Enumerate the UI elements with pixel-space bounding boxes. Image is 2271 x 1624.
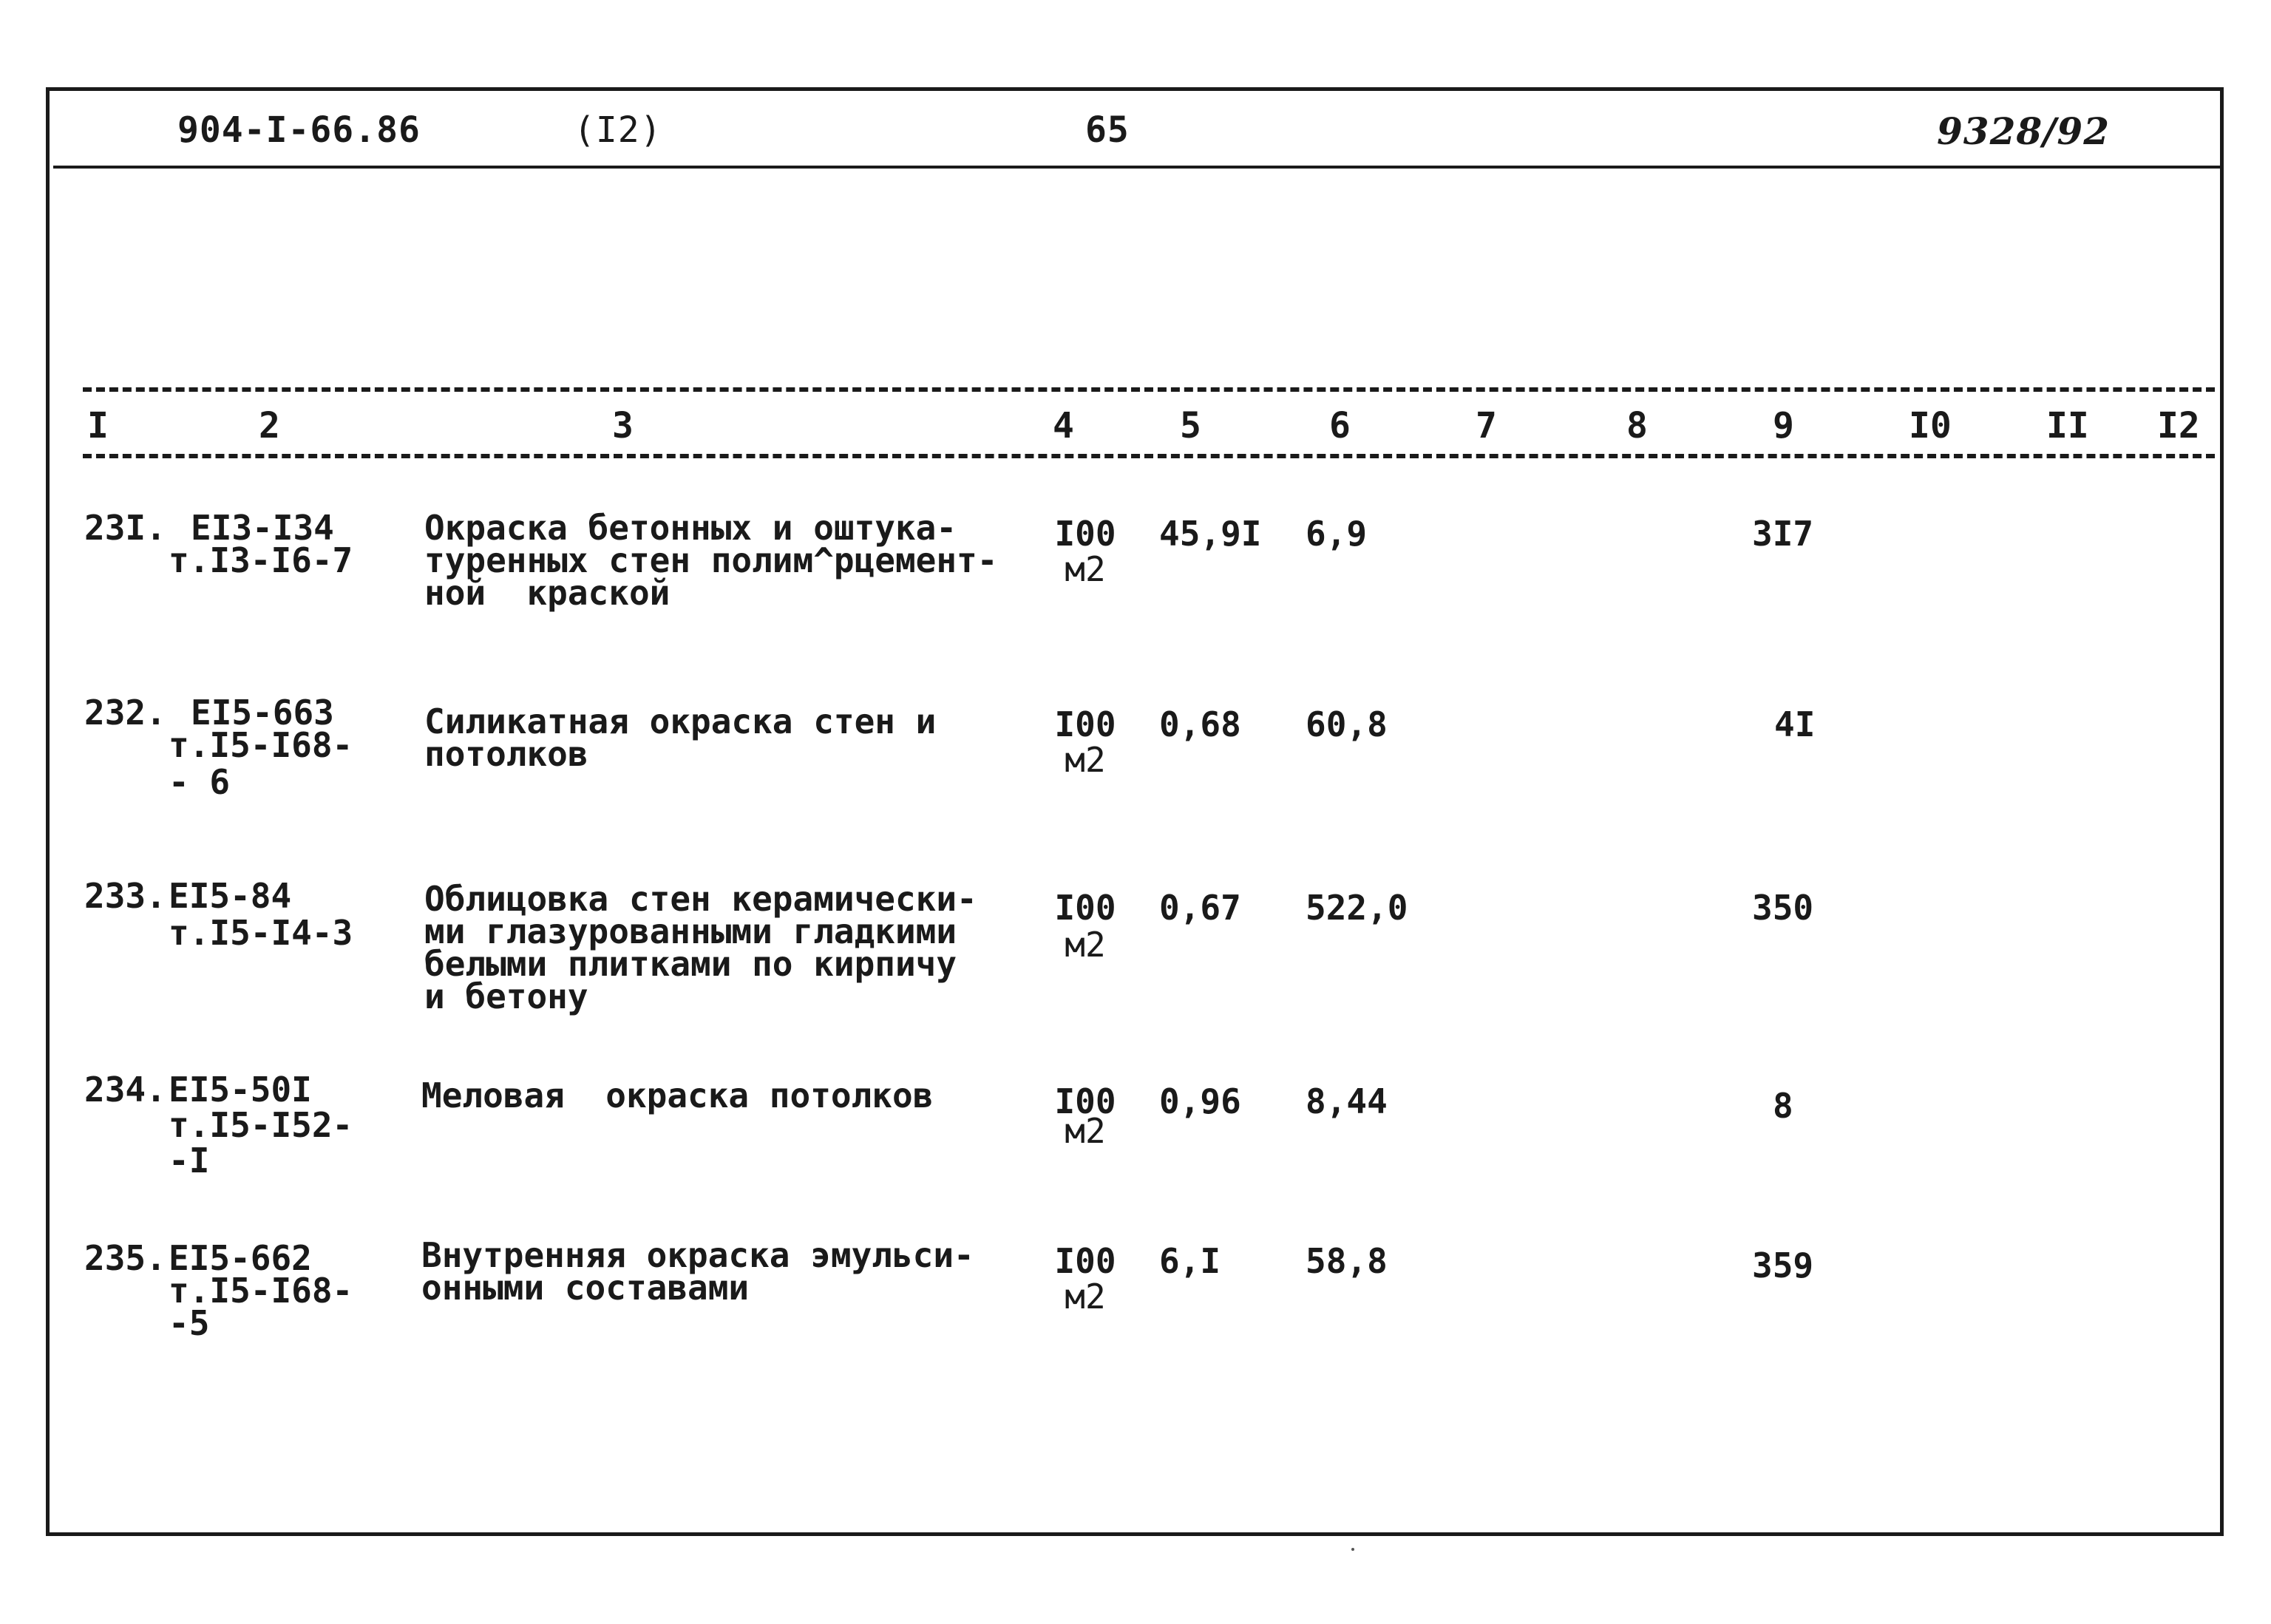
row-number: 23I.: [84, 508, 166, 548]
column-number: 2: [259, 405, 280, 446]
row-number: 234.: [84, 1070, 166, 1110]
column-number: 7: [1476, 405, 1497, 446]
work-description: Силикатная окраска стен и потолков: [424, 701, 937, 774]
rate-table-ref: т.I5-I68-: [169, 1271, 353, 1311]
rate-table-ref-cont: - 6: [169, 762, 231, 802]
unit-price: 6,9: [1306, 514, 1368, 554]
column-number: 9: [1773, 405, 1794, 446]
unit-quantity: I00: [1054, 1081, 1116, 1121]
unit-quantity: I00: [1054, 514, 1116, 554]
page-number: 65: [1085, 109, 1130, 151]
unit-measure: м2: [1065, 549, 1106, 589]
total-cost: 350: [1752, 888, 1814, 928]
unit-price: 58,8: [1306, 1241, 1388, 1281]
column-number: 4: [1053, 405, 1074, 446]
unit-quantity: I00: [1054, 1241, 1116, 1281]
rate-table-ref-cont: -5: [169, 1303, 210, 1343]
column-number: 8: [1626, 405, 1648, 446]
column-header-top-rule: [83, 387, 2215, 392]
unit-price: 8,44: [1306, 1081, 1388, 1121]
rate-code: EI3-I34: [191, 508, 334, 548]
unit-measure: м2: [1065, 925, 1106, 965]
rate-code: EI5-663: [191, 693, 334, 733]
quantity-value: 0,67: [1159, 888, 1241, 928]
work-description: Окраска бетонных и оштука- туренных стен полим^рцемент- ной краской: [424, 508, 998, 613]
rate-code: EI5-84: [169, 876, 292, 916]
rate-table-ref: т.I5-I68-: [169, 725, 353, 765]
column-number: I2: [2157, 405, 2200, 446]
column-number: 3: [612, 405, 634, 446]
rate-code: EI5-662: [169, 1238, 312, 1278]
rate-table-ref: т.I5-I4-3: [169, 913, 353, 953]
row-number: 232.: [84, 693, 166, 733]
column-number: I: [87, 405, 109, 446]
page-frame: [46, 87, 2224, 1536]
total-cost: 4I: [1774, 704, 1816, 744]
column-number: I0: [1909, 405, 1952, 446]
rate-table-ref-cont: -I: [169, 1141, 210, 1180]
column-number: 5: [1180, 405, 1201, 446]
column-header-bottom-rule: [83, 454, 2215, 458]
sheet-number: (I2): [574, 109, 662, 151]
unit-quantity: I00: [1054, 704, 1116, 744]
quantity-value: 0,96: [1159, 1081, 1241, 1121]
rate-table-ref: т.I5-I52-: [169, 1105, 353, 1145]
quantity-value: 45,9I: [1159, 514, 1262, 554]
work-description: Меловая окраска потолков: [421, 1076, 934, 1115]
total-cost: 8: [1773, 1086, 1793, 1126]
unit-price: 60,8: [1306, 704, 1388, 744]
unit-quantity: I00: [1054, 888, 1116, 928]
column-number: 6: [1329, 405, 1351, 446]
unit-measure: м2: [1065, 740, 1106, 780]
work-description: Облицовка стен керамически- ми глазурованными гладкими белыми плитками по кирпичу и бетону: [424, 879, 977, 1016]
row-number: 235.: [84, 1238, 166, 1278]
header-divider: [53, 166, 2224, 169]
column-number: II: [2046, 405, 2089, 446]
row-number: 233.: [84, 876, 166, 916]
unit-measure: м2: [1065, 1277, 1106, 1316]
quantity-value: 6,I: [1159, 1241, 1221, 1281]
scan-speck: [1351, 1548, 1354, 1551]
quantity-value: 0,68: [1159, 704, 1241, 744]
total-cost: 359: [1752, 1246, 1814, 1285]
total-cost: 3I7: [1752, 514, 1814, 554]
rate-table-ref: т.I3-I6-7: [169, 540, 353, 580]
rate-code: EI5-50I: [169, 1070, 312, 1110]
unit-measure: м2: [1065, 1111, 1106, 1151]
unit-price: 522,0: [1306, 888, 1408, 928]
work-description: Внутренняя окраска эмульси- онными составами: [421, 1235, 974, 1308]
document-code: 904-I-66.86: [177, 109, 421, 151]
inventory-number: 9328/92: [1937, 109, 2111, 153]
